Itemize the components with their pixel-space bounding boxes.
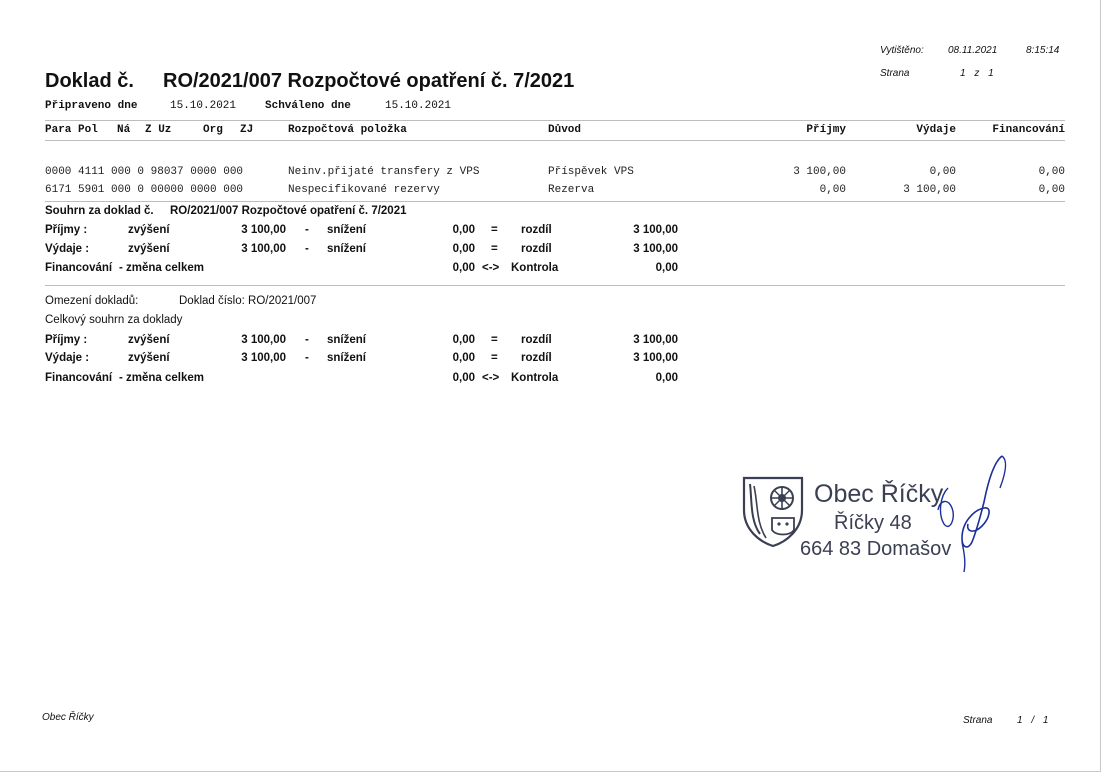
inc-value: 3 100,00 bbox=[241, 243, 286, 255]
value: 0,00 bbox=[452, 372, 475, 384]
restriction-value: Doklad číslo: RO/2021/007 bbox=[179, 295, 317, 307]
divider bbox=[45, 140, 1065, 141]
inc-value: 3 100,00 bbox=[241, 334, 286, 346]
dec-value: 0,00 bbox=[452, 224, 475, 236]
control-value: 0,00 bbox=[655, 372, 678, 384]
footer-left: Obec Říčky bbox=[42, 712, 94, 723]
diff-label: rozdíl bbox=[521, 334, 552, 346]
diff-value: 3 100,00 bbox=[633, 224, 678, 236]
dec-label: snížení bbox=[327, 352, 366, 364]
row-income: 0,00 bbox=[819, 184, 846, 196]
stamp-line-2: Říčky 48 bbox=[834, 512, 912, 534]
control-label: Kontrola bbox=[511, 262, 559, 274]
dash: - bbox=[305, 224, 309, 236]
inc-value: 3 100,00 bbox=[241, 352, 286, 364]
page-title: RO/2021/007 Rozpočtové opatření č. 7/2021 bbox=[163, 70, 575, 92]
col-income: Příjmy bbox=[806, 124, 846, 136]
diff-label: rozdíl bbox=[521, 224, 552, 236]
row-codes: 6171 5901 000 0 00000 0000 000 bbox=[45, 184, 244, 196]
row-expense: 0,00 bbox=[929, 166, 956, 178]
prepared-label: Připraveno dne bbox=[45, 100, 138, 112]
diff-label: rozdíl bbox=[521, 243, 552, 255]
label: Příjmy : bbox=[45, 224, 88, 236]
prepared-date: 15.10.2021 bbox=[170, 100, 237, 112]
coat-of-arms-icon bbox=[738, 470, 808, 548]
col-z-uz: Z Uz bbox=[145, 124, 172, 136]
printed-time: 8:15:14 bbox=[1026, 45, 1060, 56]
diff-label: rozdíl bbox=[521, 352, 552, 364]
row-reason: Rezerva bbox=[548, 184, 595, 196]
row-codes: 0000 4111 000 0 98037 0000 000 bbox=[45, 166, 244, 178]
page-of-top: 1 z 1 bbox=[960, 68, 994, 79]
label: Výdaje : bbox=[45, 352, 90, 364]
printed-date: 08.11.2021 bbox=[948, 45, 998, 56]
inc-label: zvýšení bbox=[128, 224, 170, 236]
change-label: - změna celkem bbox=[119, 262, 205, 274]
op: <-> bbox=[482, 262, 500, 274]
col-zj: ZJ bbox=[240, 124, 254, 136]
col-expense: Výdaje bbox=[916, 124, 956, 136]
control-label: Kontrola bbox=[511, 372, 559, 384]
col-org: Org bbox=[203, 124, 223, 136]
inc-label: zvýšení bbox=[128, 334, 170, 346]
row-income: 3 100,00 bbox=[793, 166, 846, 178]
op: = bbox=[491, 224, 498, 236]
dec-value: 0,00 bbox=[452, 334, 475, 346]
inc-label: zvýšení bbox=[128, 352, 170, 364]
value: 0,00 bbox=[452, 262, 475, 274]
change-label: - změna celkem bbox=[119, 372, 205, 384]
op: <-> bbox=[482, 372, 500, 384]
col-reason: Důvod bbox=[548, 124, 582, 136]
divider bbox=[45, 201, 1065, 202]
inc-label: zvýšení bbox=[128, 243, 170, 255]
col-financing: Financování bbox=[992, 124, 1065, 136]
approved-label: Schváleno dne bbox=[265, 100, 351, 112]
diff-value: 3 100,00 bbox=[633, 334, 678, 346]
dash: - bbox=[305, 334, 309, 346]
row-budget-item: Nespecifikované rezervy bbox=[288, 184, 440, 196]
col-para-pol: Para Pol bbox=[45, 124, 98, 136]
dec-label: snížení bbox=[327, 334, 366, 346]
row-expense: 3 100,00 bbox=[903, 184, 956, 196]
dec-label: snížení bbox=[327, 224, 366, 236]
stamp-line-1: Obec Říčky bbox=[814, 480, 944, 508]
col-budget-item: Rozpočtová položka bbox=[288, 124, 407, 136]
dec-value: 0,00 bbox=[452, 352, 475, 364]
dash: - bbox=[305, 352, 309, 364]
op: = bbox=[491, 243, 498, 255]
dec-value: 0,00 bbox=[452, 243, 475, 255]
summary-doc-heading-value: RO/2021/007 Rozpočtové opatření č. 7/2021 bbox=[170, 205, 407, 217]
row-reason: Příspěvek VPS bbox=[548, 166, 634, 178]
restriction-label: Omezení dokladů: bbox=[45, 295, 139, 307]
title-prefix: Doklad č. bbox=[45, 70, 134, 92]
footer-page-label: Strana bbox=[963, 715, 993, 726]
stamp-line-3: 664 83 Domašov bbox=[800, 538, 952, 560]
label: Výdaje : bbox=[45, 243, 90, 255]
control-value: 0,00 bbox=[655, 262, 678, 274]
label: Příjmy : bbox=[45, 334, 88, 346]
inc-value: 3 100,00 bbox=[241, 224, 286, 236]
label: Financování bbox=[45, 372, 113, 384]
approved-date: 15.10.2021 bbox=[385, 100, 452, 112]
op: = bbox=[491, 352, 498, 364]
summary-doc-heading: Souhrn za doklad č. bbox=[45, 205, 154, 217]
divider bbox=[45, 120, 1065, 121]
printed-label: Vytištěno: bbox=[880, 45, 924, 56]
diff-value: 3 100,00 bbox=[633, 243, 678, 255]
row-financing: 0,00 bbox=[1038, 166, 1065, 178]
dec-label: snížení bbox=[327, 243, 366, 255]
divider bbox=[45, 285, 1065, 286]
row-budget-item: Neinv.přijaté transfery z VPS bbox=[288, 166, 480, 178]
dash: - bbox=[305, 243, 309, 255]
op: = bbox=[491, 334, 498, 346]
summary-total-heading: Celkový souhrn za doklady bbox=[45, 314, 183, 326]
row-financing: 0,00 bbox=[1038, 184, 1065, 196]
label: Financování bbox=[45, 262, 113, 274]
footer-page-value: 1 / 1 bbox=[1017, 715, 1049, 726]
signature-icon bbox=[922, 452, 1012, 574]
col-na: Ná bbox=[117, 124, 131, 136]
diff-value: 3 100,00 bbox=[633, 352, 678, 364]
page-label-top: Strana bbox=[880, 68, 910, 79]
